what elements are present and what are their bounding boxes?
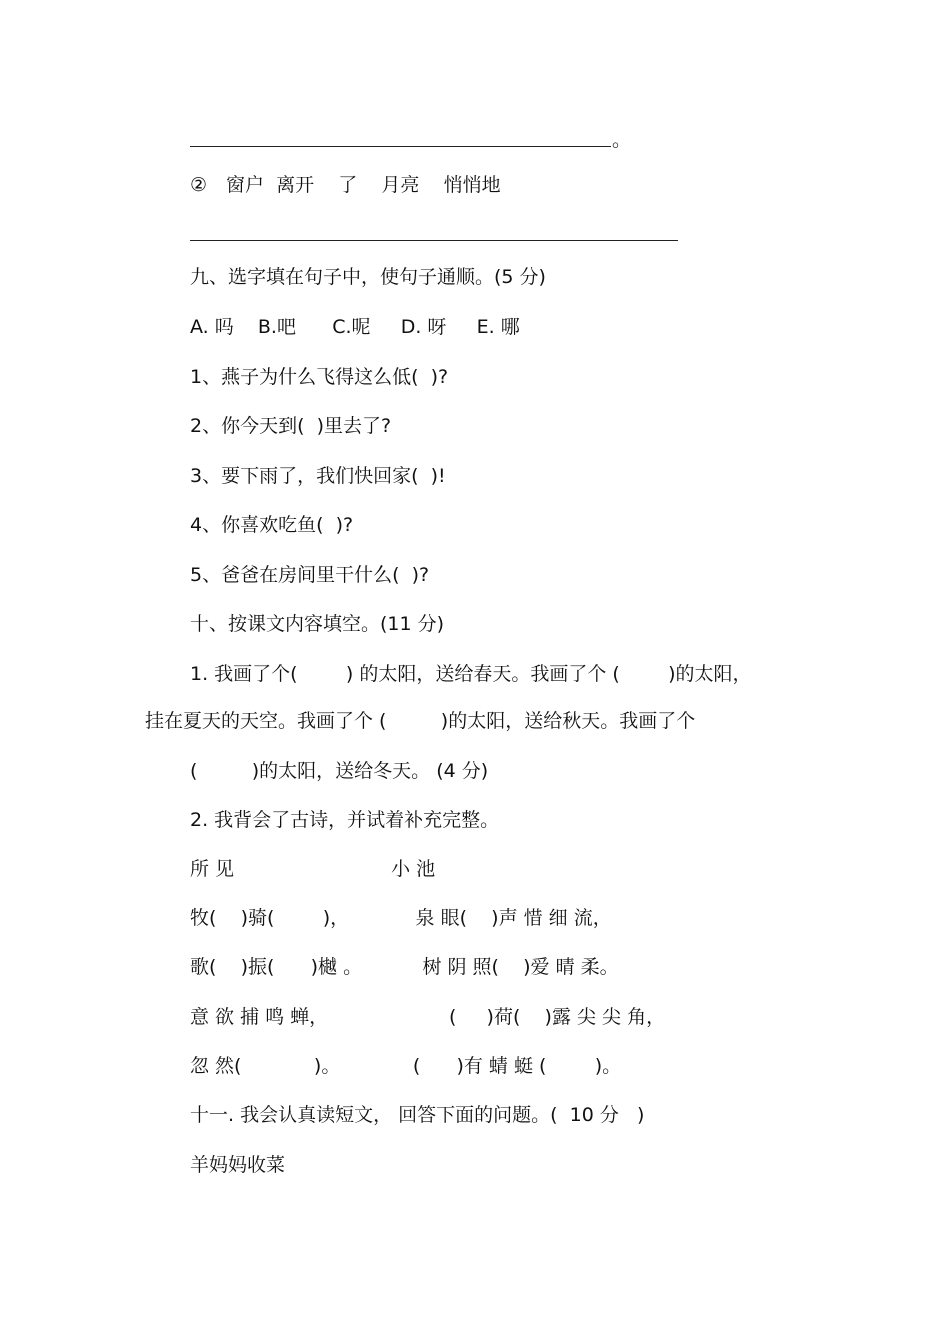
answer-line-1-end: 。 xyxy=(612,129,632,151)
question-9-item-1: 1、燕子为什么飞得这么低( )? xyxy=(190,366,449,388)
question-10-item-1-line-c: ( )的太阳，送给冬天。 (4 分) xyxy=(190,760,489,782)
question-9-item-5: 5、爸爸在房间里干什么( )? xyxy=(190,564,430,586)
question-9-options: A. 吗 B.吧 C.呢 D. 呀 E. 哪 xyxy=(190,316,520,338)
question-10-item-1-line-a: 1. 我画了个( ) 的太阳，送给春天。我画了个 ( )的太阳， xyxy=(190,663,752,685)
question-9-title: 九、选字填在句子中，使句子通顺。(5 分) xyxy=(190,266,546,288)
question-9-item-3: 3、要下雨了，我们快回家( )! xyxy=(190,465,446,487)
question-9-item-2: 2、你今天到( )里去了? xyxy=(190,415,392,437)
poem-line-2: 歌( )振( )樾 。 树 阴 照( )爱 晴 柔。 xyxy=(190,956,619,978)
answer-line-2 xyxy=(190,240,678,241)
question-10-item-1-line-b: 挂在夏天的天空。我画了个 ( )的太阳，送给秋天。我画了个 xyxy=(145,710,696,732)
question-11-title: 十一. 我会认真读短文， 回答下面的问题。( 10 分 ) xyxy=(190,1104,645,1126)
question-10-item-2: 2. 我背会了古诗，并试着补充完整。 xyxy=(190,809,500,831)
answer-line-1 xyxy=(190,146,611,147)
poem-line-3: 意 欲 捕 鸣 蝉， ( )荷( )露 尖 尖 角， xyxy=(190,1006,666,1028)
poem-titles: 所 见 小 池 xyxy=(190,858,436,880)
poem-line-4: 忽 然( )。 ( )有 蜻 蜓 ( )。 xyxy=(190,1055,622,1077)
poem-line-1: 牧( )骑( )， 泉 眼( )声 惜 细 流， xyxy=(190,907,612,929)
question-9-item-4: 4、你喜欢吃鱼( )? xyxy=(190,514,354,536)
passage-title: 羊妈妈收菜 xyxy=(190,1154,286,1176)
question-10-title: 十、按课文内容填空。(11 分) xyxy=(190,613,445,635)
question-8-item-2: ② 窗户 离开 了 月亮 悄悄地 xyxy=(190,174,501,196)
